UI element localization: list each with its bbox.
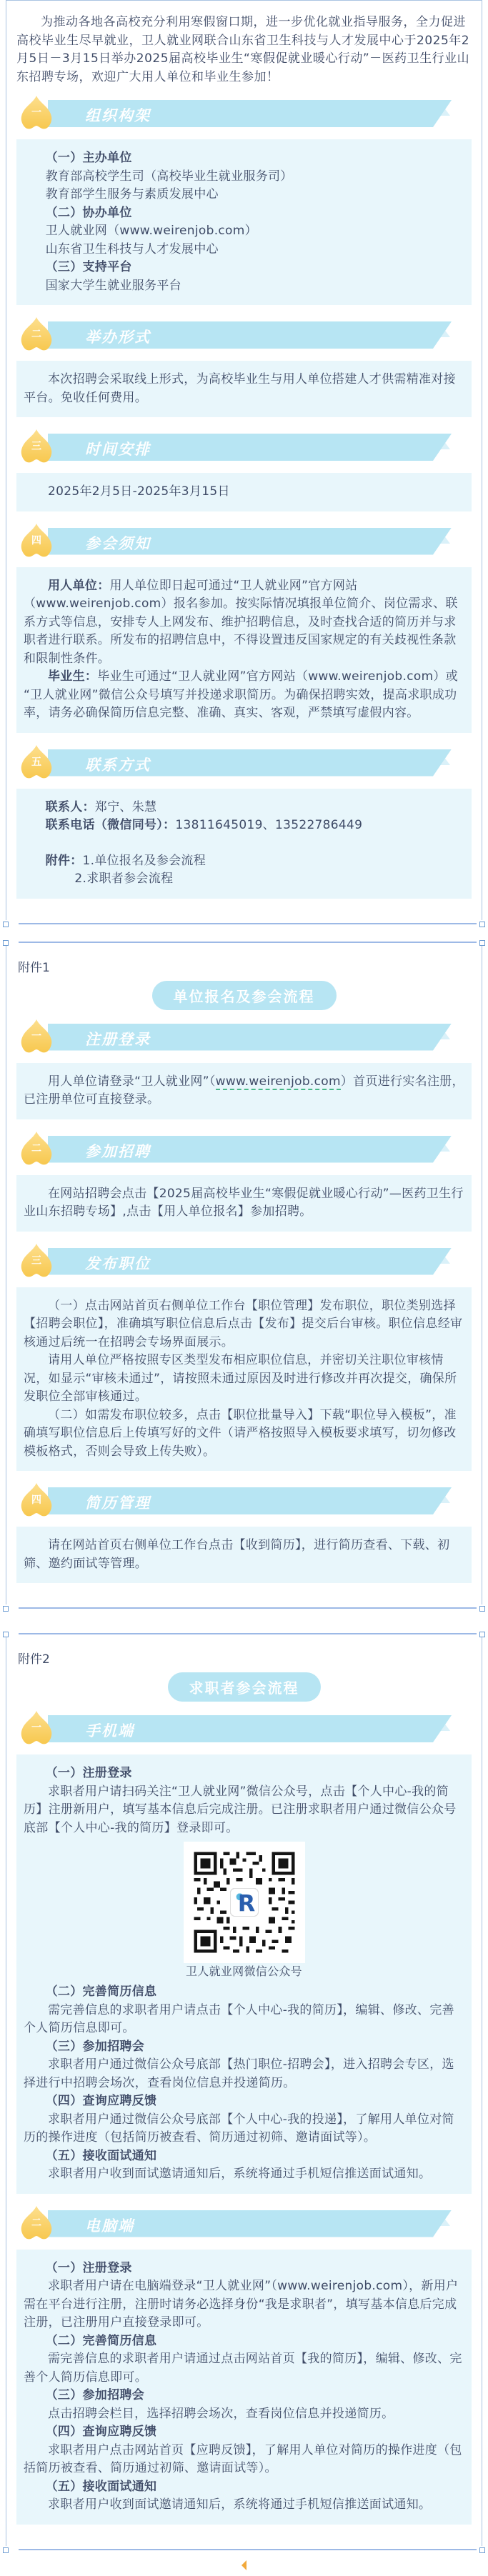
- post-jobs-paragraph: （二）如需发布职位较多，点击【职位批量导入】下载“职位导入模板”，准确填写职位信息后上传填写好的文件（请严格按照导入模板要求填写，切勿修改模板格式，否则会导致上传失败）。: [24, 1407, 457, 1459]
- mobile-step-paragraph: 求职者用户通过微信公众号底部【热门职位-招聘会】，进入招聘会专区，选择进行中招聘会场次，查看岗位信息并投递简历。: [24, 2057, 454, 2090]
- section-header-post-jobs: [16, 1246, 472, 1277]
- format-paragraph: 本次招聘会采取线上形式，为高校毕业生与用人单位搭建人才供需精准对接平台。免收任何费用。: [24, 372, 456, 405]
- rule-handle: [479, 1606, 485, 1612]
- pc-step-heading: （五）接收面试通知: [45, 2479, 157, 2494]
- contact-person: 联系人：郑宁、朱慧: [45, 799, 157, 814]
- pc-step-paragraph: 求职者用户请在电脑端登录“卫人就业网”（www.weirenjob.com），新用户需在平台进行注册，注册时请务必选择身份“我是求职者”，填写基本信息后完成注册，已注册用户直接登录即可。: [24, 2279, 459, 2330]
- pen-nib-icon: [18, 2205, 55, 2242]
- org-subheading: （二）协办单位: [45, 205, 132, 220]
- mobile-step-heading: （五）接收面试通知: [45, 2148, 157, 2163]
- section-header-resume-manage: [16, 1485, 472, 1517]
- org-line: 国家大学生就业服务平台: [45, 278, 181, 293]
- rule-handle: [3, 1606, 9, 1612]
- contact-content: [16, 789, 472, 899]
- contact-phone: 联系电话（微信同号）：13811645019、13522786449: [45, 818, 363, 832]
- org-line: 教育部高校学生司（高校毕业生就业服务司）: [45, 169, 293, 184]
- section-banner: [48, 528, 452, 555]
- section-banner: [48, 1024, 452, 1051]
- section-title: 组织构架: [85, 107, 151, 124]
- org-line: 山东省卫生科技与人才发展中心: [45, 241, 219, 256]
- section-number: 二: [31, 329, 41, 340]
- section-number: 二: [31, 1142, 41, 1154]
- format-content: [16, 361, 472, 417]
- employer-notice: 用人单位：用人单位即日起可通过“卫人就业网”官方网站（www.weirenjob.com）报名参加。按实际情况填报单位简介、岗位需求、联系方式等信息，安排专人上网发布、维护招聘信息，及时查找合适的简历并与求职者进行联系。所发布的招聘信息中，不得设置违反国家规定的有关歧视性条款和限制性条件。: [24, 578, 458, 666]
- divider-rule: [0, 920, 488, 927]
- org-line: 教育部学生服务与素质发展中心: [45, 187, 219, 201]
- section-number: 五: [31, 756, 41, 768]
- section-banner: [48, 749, 452, 777]
- pc-step-heading: （一）注册登录: [45, 2260, 132, 2275]
- notice-content: [16, 567, 472, 733]
- intro-paragraph: 为推动各地各高校充分利用寒假窗口期，进一步优化就业指导服务，全力促进高校毕业生尽早就业，卫人就业网联合山东省卫生科技与人才发展中心于2025年2月5日－3月15日举办2025届高校毕业生“寒假促就业暖心行动”－医药卫生行业山东招聘专场，欢迎广大用人单位和毕业生参加！: [16, 15, 470, 84]
- pc-content: [16, 2250, 472, 2525]
- section-title: 简历管理: [85, 1494, 151, 1512]
- organization-content: [16, 139, 472, 305]
- graduate-notice: 毕业生：毕业生可通过“卫人就业网”官方网站（www.weirenjob.com）或 “卫人就业网”微信公众号填写并投递求职简历。为确保招聘实效，提高求职成功率，请务必确保简历信息完整、准确、真实、客观，严禁填写虚假内容。: [24, 669, 459, 720]
- section-header-pc: [16, 2208, 472, 2240]
- org-subheading: （一）主办单位: [45, 151, 132, 165]
- rule-handle: [3, 940, 9, 946]
- pc-step-paragraph: 点击招聘会栏目，选择招聘会场次，查看岗位信息并投递简历。: [48, 2406, 394, 2421]
- divider-rule: [0, 2546, 488, 2553]
- qr-caption: 卫人就业网微信公众号: [185, 1965, 302, 1978]
- section-title: 发布职位: [85, 1254, 151, 1272]
- section-title: 参会须知: [85, 534, 151, 552]
- section-number: 四: [31, 534, 41, 546]
- post-jobs-paragraph: 请用人单位严格按照专区类型发布相应职位信息，并密切关注职位审核情况，如显示“审核未通过”，请按照未通过原因及时进行修改并再次提交，确保所发职位全部审核通过。: [24, 1353, 457, 1404]
- org-line: 卫人就业网（www.weirenjob.com）: [45, 224, 257, 238]
- pen-nib-icon: [18, 95, 55, 132]
- rule-handle: [3, 2547, 9, 2553]
- section-banner: [48, 1248, 452, 1275]
- pen-nib-icon: [18, 1019, 55, 1056]
- section-title: 举办形式: [85, 329, 151, 346]
- section-banner: [48, 2210, 452, 2237]
- pen-nib-icon: [18, 429, 55, 466]
- mobile-step-paragraph: 需完善信息的求职者用户请点击【个人中心-我的简历】，编辑、修改、完善个人简历信息即可。: [24, 2002, 454, 2035]
- post-jobs-content: [16, 1287, 472, 1472]
- schedule-content: [16, 473, 472, 511]
- pc-step-heading: （四）查询应聘反馈: [45, 2425, 157, 2439]
- pc-step-heading: （三）参加招聘会: [45, 2388, 144, 2402]
- section-header-schedule: [16, 431, 472, 463]
- section-header-contact: [16, 747, 472, 779]
- svg-text:R: R: [237, 1889, 257, 1917]
- section-title: 注册登录: [85, 1030, 151, 1048]
- schedule-dates: 2025年2月5日-2025年3月15日: [48, 484, 230, 499]
- pc-step-heading: （二）完善简历信息: [45, 2333, 157, 2348]
- section-title: 手机端: [85, 1722, 134, 1739]
- mobile-step-heading: （三）参加招聘会: [45, 2039, 144, 2054]
- attachment2-panel: [6, 1637, 482, 2546]
- pen-nib-icon: [18, 316, 55, 354]
- section-header-notice: [16, 526, 472, 557]
- section-banner: [48, 1487, 452, 1514]
- pc-step-paragraph: 求职者用户收到面试邀请通知后，系统将通过手机短信推送面试通知。: [48, 2497, 432, 2512]
- pen-nib-icon: [18, 1710, 55, 1747]
- qr-code: [184, 1842, 305, 1963]
- register-paragraph: 用人单位请登录“卫人就业网”（www.weirenjob.com）首页进行实名注册，已注册单位可直接登录。: [24, 1074, 464, 1107]
- section-title: 时间安排: [85, 441, 151, 458]
- mobile-step-heading: （二）完善简历信息: [45, 1985, 157, 1999]
- section-banner: [48, 100, 452, 127]
- mobile-step-heading: （四）查询应聘反馈: [45, 2094, 157, 2108]
- section-header-register: [16, 1022, 472, 1053]
- section-header-organization: [16, 98, 472, 129]
- divider-rule: [0, 1604, 488, 1612]
- attachment1-label: 附件1: [18, 960, 50, 975]
- section-number: 一: [31, 1722, 41, 1734]
- mobile-content: [16, 1754, 472, 2194]
- section-number: 二: [31, 2217, 41, 2229]
- attachment2-title-pill: 求职者参会流程: [168, 1672, 321, 1702]
- join-content: [16, 1175, 472, 1232]
- register-content: [16, 1063, 472, 1119]
- divider-rule: [0, 1630, 488, 1637]
- attachment1-title-pill: 单位报名及参会流程: [152, 981, 337, 1010]
- qr-code-area: [24, 1842, 464, 1980]
- join-paragraph: 在网站招聘会点击【2025届高校毕业生“寒假促就业暖心行动”—医药卫生行业山东招聘专场】,点击【用人单位报名】参加招聘。: [24, 1186, 464, 1219]
- rule-handle: [3, 1632, 9, 1637]
- rule-handle: [479, 922, 485, 927]
- section-header-format: [16, 319, 472, 351]
- attachment1-panel: [6, 946, 482, 1605]
- main-notice-panel: [6, 0, 482, 920]
- pen-nib-icon: [18, 1131, 55, 1168]
- section-title: 参加招聘: [85, 1142, 151, 1160]
- section-title: 联系方式: [85, 756, 151, 774]
- section-number: 三: [31, 441, 41, 452]
- mobile-step-paragraph: 求职者用户收到面试邀请通知后，系统将通过手机短信推送面试通知。: [48, 2167, 432, 2181]
- section-banner: [48, 321, 452, 349]
- section-title: 电脑端: [85, 2217, 134, 2235]
- section-header-join: [16, 1134, 472, 1165]
- post-jobs-paragraph: （一）点击网站首页右侧单位工作台【职位管理】发布职位，职位类别选择【招聘会职位】，准确填写职位信息后点击【发布】提交后台审核。职位信息经审核通过后统一在招聘会专场界面展示。: [24, 1298, 463, 1349]
- resume-manage-content: [16, 1527, 472, 1583]
- pc-step-paragraph: 需完善信息的求职者用户请通过点击网站首页【我的简历】，编辑、修改、完善个人简历信息即可。: [24, 2352, 462, 2385]
- pen-nib-icon: [18, 523, 55, 560]
- org-subheading: （三）支持平台: [45, 260, 132, 274]
- section-number: 四: [31, 1494, 41, 1506]
- footer-marker-icon: [241, 2560, 247, 2570]
- section-header-mobile: [16, 1713, 472, 1744]
- rule-handle: [479, 1632, 485, 1637]
- attachment2-label: 附件2: [18, 1652, 50, 1667]
- rule-handle: [479, 940, 485, 946]
- section-number: 一: [31, 107, 41, 119]
- rule-handle: [479, 2547, 485, 2553]
- resume-manage-paragraph: 请在网站首页右侧单位工作台点击【收到简历】，进行简历查看、下载、初筛、邀约面试等管理。: [24, 1538, 450, 1571]
- section-number: 一: [31, 1030, 41, 1042]
- mobile-step-paragraph: 求职者用户通过微信公众号底部【个人中心-我的投递】，了解用人单位对简历的操作进度（包括简历被查看、简历通过初筛、邀请面试等）。: [24, 2112, 454, 2145]
- section-banner: [48, 434, 452, 461]
- mobile-step-heading: （一）注册登录: [45, 1766, 132, 1780]
- section-banner: [48, 1136, 452, 1163]
- pen-nib-icon: [18, 1482, 55, 1519]
- pen-nib-icon: [18, 744, 55, 782]
- attachment-list-line: 2.求职者参会流程: [74, 872, 174, 886]
- pc-step-paragraph: 求职者用户点击网站首页【应聘反馈】，了解用人单位对简历的操作进度（包括简历被查看、简历通过初筛、邀请面试等）。: [24, 2442, 462, 2475]
- rule-handle: [3, 922, 9, 927]
- section-banner: [48, 1715, 452, 1742]
- mobile-step-paragraph: 求职者用户请扫码关注“卫人就业网”微信公众号，点击【个人中心-我的简历】注册新用户，填写基本信息后完成注册。已注册求职者用户通过微信公众号底部【个人中心-我的简历】登录即可。: [24, 1784, 457, 1835]
- attachment-list-line: 附件：1.单位报名及参会流程: [45, 853, 206, 868]
- section-number: 三: [31, 1254, 41, 1267]
- pen-nib-icon: [18, 1243, 55, 1280]
- weirenjob-link[interactable]: www.weirenjob.com: [215, 1074, 341, 1089]
- divider-rule: [0, 939, 488, 946]
